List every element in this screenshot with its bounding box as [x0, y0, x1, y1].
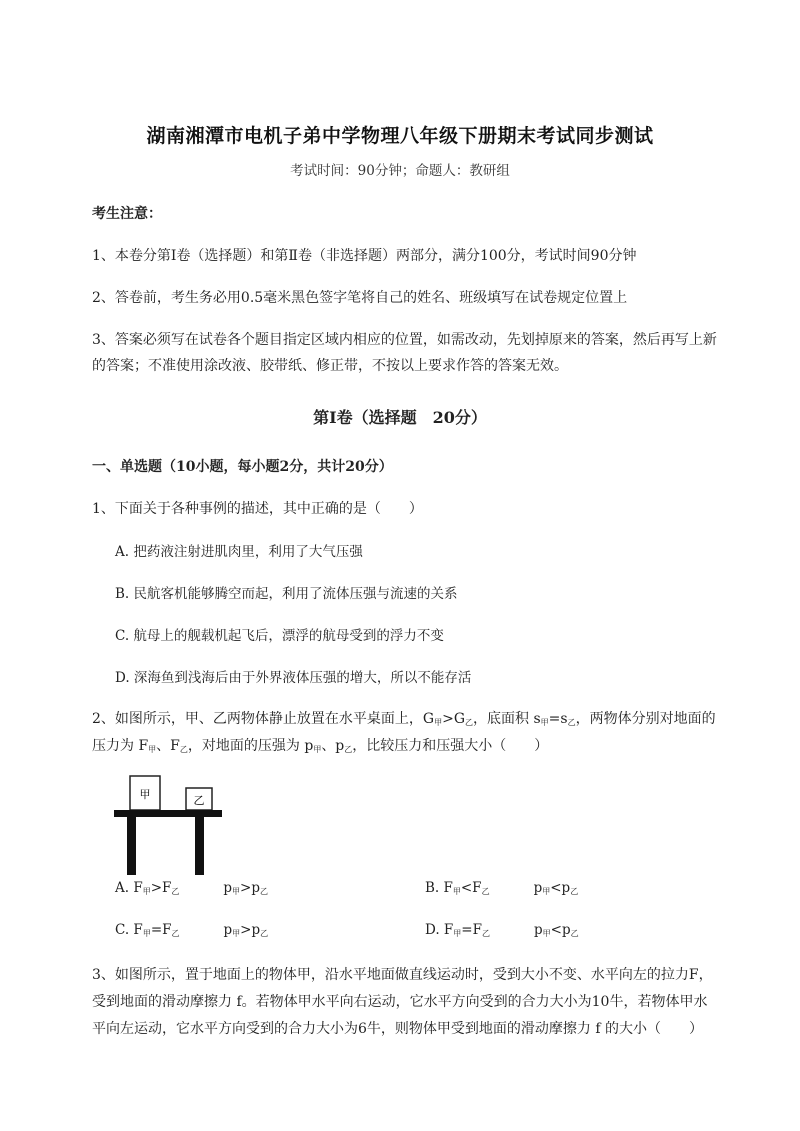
table-leg-left [127, 817, 136, 875]
question-2-stem-line2: 压力为 $F_甲$、$F_乙$，对地面的压强为 $p_甲$、$p_乙$，比较压力和压强大小（ ） [92, 738, 549, 754]
question-1-option-b: B. 民航客机能够腾空而起，利用了流体压强与流速的关系 [115, 586, 458, 602]
question-2-option-b: B. $F_甲<F_乙$ $p_甲<p_乙$ [425, 880, 579, 896]
question-2-option-d: D. $F_甲=F_乙$ $p_甲<p_乙$ [425, 922, 579, 938]
notice-item-3-cont: 的答案；不准使用涂改液、胶带纸、修正带，不按以上要求作答的答案无效。 [92, 358, 568, 374]
question-3-line1: 3、如图所示，置于地面上的物体甲，沿水平地面做直线运动时，受到大小不变、水平向左的拉力F， [92, 967, 713, 983]
question-1-stem: 1、下面关于各种事例的描述，其中正确的是（ ） [92, 501, 423, 517]
block-jia-label: 甲 [139, 788, 151, 801]
question-1-option-d: D. 深海鱼到浅海后由于外界液体压强的增大，所以不能存活 [115, 670, 472, 686]
question-2-option-c: C. $F_甲=F_乙$ $p_甲>p_乙$ [115, 922, 269, 938]
page-title: 湖南湘潭市电机子弟中学物理八年级下册期末考试同步测试 [146, 125, 654, 147]
question-2-option-a: A. $F_甲>F_乙$ $p_甲>p_乙$ [115, 880, 269, 896]
question-3-line2: 受到地面的滑动摩擦力 f。若物体甲水平向右运动，它水平方向受到的合力大小为10牛，若物体甲水 [92, 994, 708, 1010]
notice-item-1: 1、本卷分第I卷（选择题）和第Ⅱ卷（非选择题）两部分，满分100分，考试时间90分钟 [92, 248, 637, 264]
table-top [114, 810, 222, 817]
table-leg-right [195, 817, 204, 875]
question-1-option-a: A. 把药液注射进肌肉里，利用了大气压强 [115, 544, 363, 560]
table-figure [112, 770, 232, 880]
question-2-stem-line1: 2、如图所示，甲、乙两物体静止放置在水平桌面上，$G_甲>G_乙$，底面积 $s_甲=s_乙$，两物体分别对地面的 [92, 711, 716, 727]
notice-item-3: 3、答案必须写在试卷各个题目指定区域内相应的位置，如需改动，先划掉原来的答案，然后再写上新 [92, 332, 717, 348]
notice-item-2: 2、答卷前，考生务必用0.5毫米黑色签字笔将自己的姓名、班级填写在试卷规定位置上 [92, 290, 628, 306]
group-title: 一、单选题（10小题，每小题2分，共计20分） [92, 459, 393, 475]
question-1-option-c: C. 航母上的舰载机起飞后，漂浮的航母受到的浮力不变 [115, 628, 444, 644]
section-title: 第I卷（选择题 20分） [313, 408, 487, 427]
question-3-line3: 平向左运动，它水平方向受到的合力大小为6牛，则物体甲受到地面的滑动摩擦力 f 的大小（ ） [92, 1021, 703, 1037]
notice-heading: 考生注意： [92, 206, 162, 222]
exam-info: 考试时间：90分钟；命题人：教研组 [290, 163, 510, 179]
block-yi-label: 乙 [193, 794, 205, 807]
